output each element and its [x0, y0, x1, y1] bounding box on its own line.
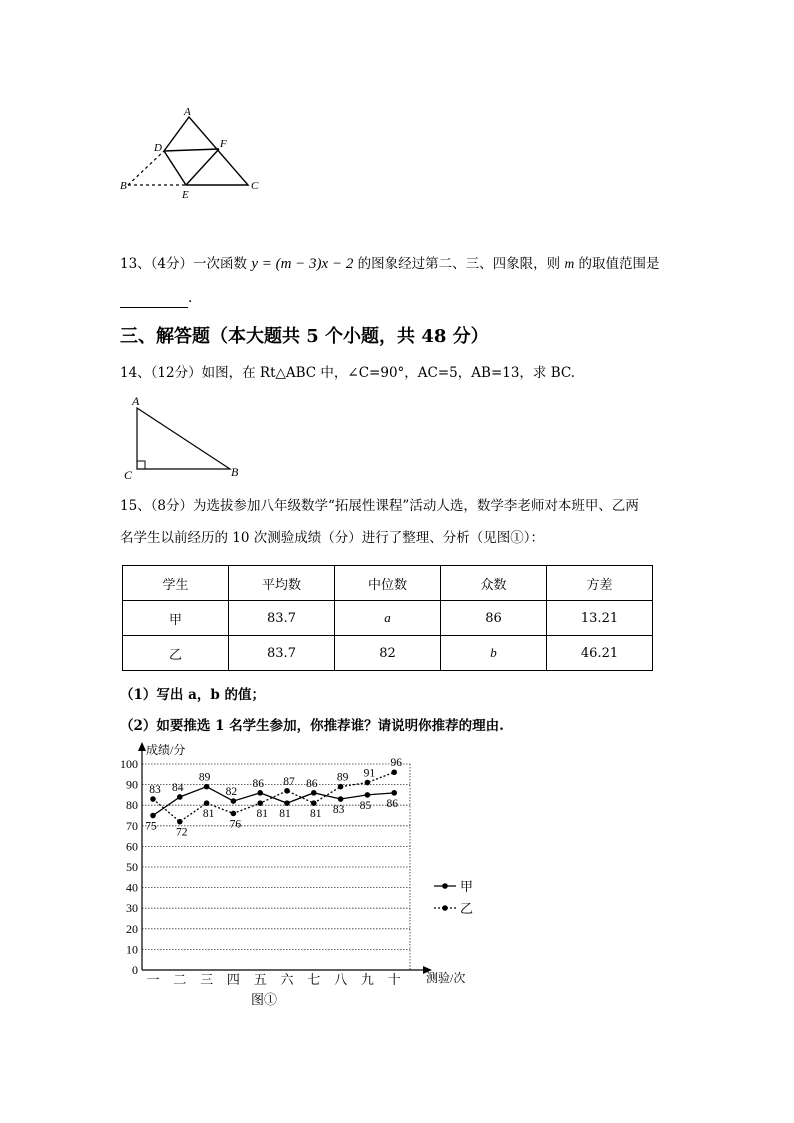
- q13-text-after: 的图象经过第二、三、四象限，则: [357, 256, 561, 272]
- y-tick-label: 30: [126, 901, 138, 916]
- question-15-line2: 名学生以前经历的 10 次测验成绩（分）进行了整理、分析（见图①）：: [120, 530, 545, 546]
- y-tick-label: 20: [126, 921, 138, 936]
- y-tick-label: 40: [126, 880, 138, 895]
- data-label: 85: [359, 799, 372, 812]
- table-cell: 甲: [123, 601, 229, 636]
- table-cell: 82: [335, 636, 441, 671]
- data-label: 72: [176, 826, 188, 839]
- legend-marker: [442, 883, 448, 889]
- data-label: 76: [229, 818, 242, 831]
- y-tick-label: 10: [126, 942, 138, 957]
- data-label: 83: [332, 804, 345, 817]
- data-point: [150, 796, 156, 802]
- data-point: [257, 800, 263, 806]
- data-label: 89: [198, 771, 211, 784]
- q15-number: 15、（8分）: [120, 498, 194, 514]
- answer-blank[interactable]: [120, 293, 188, 308]
- data-label: 96: [390, 757, 402, 770]
- table-header: 平均数: [229, 566, 335, 601]
- q13-text-end: 的取值范围是: [578, 256, 660, 272]
- x-tick-label: 八: [334, 972, 348, 987]
- x-tick-label: 二: [173, 972, 187, 987]
- data-point: [284, 800, 290, 806]
- table-cell: b: [441, 636, 547, 671]
- data-label: 91: [363, 767, 376, 780]
- y-tick-label: 70: [126, 818, 138, 833]
- table-header: 中位数: [335, 566, 441, 601]
- table-header: 学生: [123, 566, 229, 601]
- q15-sub2: （2）如要推选 1 名学生参加，你推荐谁？请说明你推荐的理由.: [120, 718, 504, 734]
- label-a: A: [184, 106, 191, 118]
- q13-formula: y = (m − 3)x − 2: [251, 256, 354, 272]
- x-tick-label: 三: [200, 972, 214, 987]
- legend-label: 甲: [460, 879, 474, 894]
- label-e: E: [182, 189, 189, 201]
- score-line-chart: [110, 738, 500, 1014]
- data-point: [311, 790, 317, 796]
- data-label: 83: [149, 784, 161, 797]
- series-line-jia: [153, 787, 394, 816]
- legend-label: 乙: [460, 901, 474, 916]
- data-point: [284, 788, 290, 794]
- q13-text-before: 一次函数: [193, 256, 248, 272]
- q14-text: 如图，在 Rt△ABC 中，∠C=90°，AC=5，AB=13，求 BC.: [201, 365, 576, 381]
- table-cell: 83.7: [229, 636, 335, 671]
- data-point: [150, 813, 156, 819]
- x-tick-label: 十: [387, 972, 401, 987]
- table-cell: 13.21: [547, 601, 653, 636]
- data-label: 86: [252, 777, 264, 790]
- label-d: D: [154, 142, 162, 154]
- q13-number: 13、（4分）: [120, 256, 194, 272]
- data-point: [204, 800, 210, 806]
- y-tick-label: 60: [126, 839, 138, 854]
- data-point: [391, 769, 397, 775]
- y-tick-label: 0: [132, 963, 138, 977]
- table-cell: a: [335, 601, 441, 636]
- data-label: 81: [256, 808, 268, 821]
- data-point: [311, 800, 317, 806]
- data-point: [365, 792, 371, 798]
- table-cell: 乙: [123, 636, 229, 671]
- table-cell: 46.21: [547, 636, 653, 671]
- segment-ef: [186, 149, 219, 185]
- q15-line1: 为选拔参加八年级数学“拓展性课程”活动人选，数学李老师对本班甲、乙两: [193, 498, 639, 514]
- right-angle-mark: [137, 461, 145, 469]
- question-14: [120, 363, 575, 383]
- x-tick-label: 一: [146, 972, 160, 987]
- label-c: C: [124, 468, 133, 482]
- data-label: 86: [306, 777, 318, 790]
- q13-variable: m: [564, 256, 575, 271]
- y-tick-label: 90: [126, 777, 138, 792]
- right-triangle-figure: [120, 392, 250, 482]
- q13-tail: .: [188, 290, 193, 306]
- question-15-line1: [120, 496, 639, 516]
- data-label: 81: [202, 808, 215, 821]
- data-point: [338, 784, 344, 790]
- question-13: [120, 254, 659, 274]
- y-axis-label: 成绩/分: [146, 743, 186, 757]
- x-tick-label: 六: [280, 972, 294, 987]
- table-row: [123, 636, 653, 671]
- y-tick-label: 80: [126, 798, 138, 813]
- table-row: [123, 601, 653, 636]
- y-tick-label: 50: [126, 860, 138, 874]
- label-f: F: [220, 138, 227, 150]
- data-label: 86: [386, 797, 398, 810]
- data-point: [177, 794, 183, 800]
- data-label: 81: [279, 808, 291, 821]
- legend-marker: [442, 905, 448, 911]
- q13-answer-line: [120, 288, 192, 308]
- label-b: B: [120, 180, 127, 192]
- data-label: 84: [172, 781, 184, 794]
- data-label: 81: [310, 808, 322, 821]
- data-point: [365, 780, 371, 786]
- table-header: 众数: [441, 566, 547, 601]
- table-header: 方差: [547, 566, 653, 601]
- x-tick-label: 九: [360, 972, 374, 987]
- x-axis-label: 测验/次: [426, 971, 466, 985]
- x-tick-label: 五: [253, 972, 267, 987]
- table-header-row: [123, 566, 653, 601]
- data-point: [177, 819, 183, 825]
- q14-number: 14、（12分）: [120, 365, 202, 381]
- data-point: [391, 790, 397, 796]
- label-c: C: [251, 180, 259, 192]
- x-tick-label: 四: [226, 972, 240, 987]
- table-cell: 83.7: [229, 601, 335, 636]
- section-3-heading: 三、解答题（本大题共 5 个小题，共 48 分）: [120, 326, 489, 347]
- data-point: [257, 790, 263, 796]
- data-point: [231, 811, 237, 817]
- data-label: 82: [225, 786, 238, 799]
- triangle-fold-figure: [118, 105, 268, 203]
- label-a: A: [132, 394, 140, 408]
- x-tick-label: 七: [307, 972, 321, 987]
- data-point: [204, 784, 210, 790]
- segment-df: [164, 149, 219, 151]
- label-b: B: [231, 465, 239, 479]
- data-point: [338, 796, 344, 802]
- table-cell: 86: [441, 601, 547, 636]
- data-label: 87: [283, 775, 295, 788]
- y-axis-arrow: [138, 742, 146, 751]
- triangle-abc: [137, 408, 230, 469]
- data-label: 75: [145, 820, 157, 833]
- chart-title: 图①: [250, 992, 278, 1007]
- q15-sub1: （1）写出 a，b 的值；: [120, 687, 265, 703]
- stats-table: [122, 565, 653, 671]
- y-tick-label: 100: [120, 757, 138, 771]
- data-point: [231, 798, 237, 804]
- segment-bd-dashed: [128, 151, 164, 185]
- data-label: 89: [336, 771, 349, 784]
